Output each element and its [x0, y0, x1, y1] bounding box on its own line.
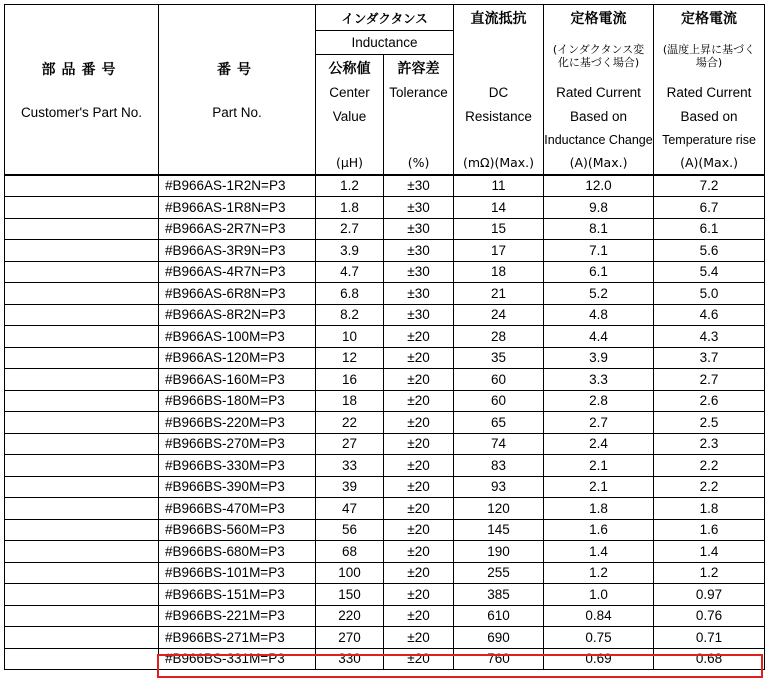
tolerance-cell: ±20 [384, 541, 454, 563]
center-value-cell: 68 [316, 541, 384, 563]
rated-current-temperature-cell: 2.7 [654, 369, 765, 391]
center-value-cell: 18 [316, 390, 384, 412]
customer-part-cell [5, 390, 159, 412]
center-value-cell: 1.8 [316, 197, 384, 219]
customer-part-cell [5, 433, 159, 455]
header-center-jp: 公称値 [328, 60, 371, 77]
header-rt-en1: Rated Current [666, 84, 752, 100]
part-no-cell: #B966BS-680M=P3 [159, 541, 316, 563]
rated-current-temperature-cell: 1.6 [654, 519, 765, 541]
header-inductance-en: Inductance [351, 34, 418, 50]
part-no-cell: #B966BS-151M=P3 [159, 584, 316, 606]
center-value-cell: 10 [316, 326, 384, 348]
tolerance-cell: ±20 [384, 455, 454, 477]
dc-resistance-cell: 385 [454, 584, 544, 606]
customer-part-cell [5, 627, 159, 649]
tolerance-cell: ±20 [384, 412, 454, 434]
table-row [5, 369, 765, 391]
header-inductance-jp-cell [316, 5, 454, 31]
header-tolerance-en: Tolerance [389, 84, 448, 100]
table-row [5, 605, 765, 627]
table-row [5, 627, 765, 649]
table-body [5, 175, 765, 670]
dc-resistance-cell: 24 [454, 304, 544, 326]
part-no-cell: #B966BS-270M=P3 [159, 433, 316, 455]
header-rt-en3: Temperature rise [662, 133, 756, 147]
dc-resistance-cell: 120 [454, 498, 544, 520]
customer-part-cell [5, 347, 159, 369]
dc-resistance-cell: 145 [454, 519, 544, 541]
part-no-cell: #B966BS-390M=P3 [159, 476, 316, 498]
tolerance-cell: ±20 [384, 562, 454, 584]
center-value-cell: 12 [316, 347, 384, 369]
rated-current-temperature-cell: 2.6 [654, 390, 765, 412]
rated-current-inductance-cell: 3.3 [544, 369, 654, 391]
customer-part-cell [5, 648, 159, 670]
center-value-cell: 150 [316, 584, 384, 606]
rated-current-temperature-cell: 5.4 [654, 261, 765, 283]
header-tolerance-spacer [384, 105, 454, 129]
center-value-cell: 330 [316, 648, 384, 670]
header-rt-unit-cell [654, 153, 765, 175]
tolerance-cell: ±30 [384, 261, 454, 283]
header-tolerance-spacer-2 [384, 129, 454, 153]
tolerance-cell: ±20 [384, 648, 454, 670]
header-center-jp-cell [316, 55, 384, 81]
part-no-cell: #B966AS-4R7N=P3 [159, 261, 316, 283]
rated-current-temperature-cell: 4.3 [654, 326, 765, 348]
table-row [5, 541, 765, 563]
center-value-cell: 16 [316, 369, 384, 391]
part-no-cell: #B966AS-120M=P3 [159, 347, 316, 369]
dc-resistance-cell: 610 [454, 605, 544, 627]
part-no-cell: #B966BS-470M=P3 [159, 498, 316, 520]
table-row [5, 283, 765, 305]
part-no-cell: #B966BS-221M=P3 [159, 605, 316, 627]
header-ri-en3-cell [544, 129, 654, 153]
header-rt-note-cell [654, 31, 765, 81]
customer-part-cell [5, 562, 159, 584]
rated-current-inductance-cell: 9.8 [544, 197, 654, 219]
header-ri-unit-cell [544, 153, 654, 175]
tolerance-cell: ±20 [384, 347, 454, 369]
part-no-cell: #B966BS-101M=P3 [159, 562, 316, 584]
rated-current-inductance-cell: 2.8 [544, 390, 654, 412]
table-row [5, 498, 765, 520]
rated-current-inductance-cell: 1.8 [544, 498, 654, 520]
part-no-cell: #B966AS-1R2N=P3 [159, 175, 316, 197]
tolerance-cell: ±20 [384, 433, 454, 455]
header-customer-part-no [5, 5, 159, 175]
center-value-cell: 8.2 [316, 304, 384, 326]
part-no-cell: #B966AS-100M=P3 [159, 326, 316, 348]
header-ri-en2: Based on [569, 108, 628, 124]
header-dc-unit: (mΩ)(Max.) [462, 155, 535, 170]
rated-current-temperature-cell: 6.1 [654, 218, 765, 240]
customer-part-cell [5, 283, 159, 305]
rated-current-inductance-cell: 1.6 [544, 519, 654, 541]
rated-current-temperature-cell: 2.3 [654, 433, 765, 455]
header-ri-en1: Rated Current [556, 84, 641, 100]
center-value-cell: 56 [316, 519, 384, 541]
rated-current-inductance-cell: 1.4 [544, 541, 654, 563]
dc-resistance-cell: 60 [454, 369, 544, 391]
header-rt-unit: (A)(Max.) [680, 155, 738, 170]
header-ri-jp: 定格電流 [570, 10, 627, 27]
rated-current-inductance-cell: 2.4 [544, 433, 654, 455]
table-row [5, 412, 765, 434]
header-rt-note: (温度上昇に基づく場合) [662, 42, 756, 69]
center-value-cell: 6.8 [316, 283, 384, 305]
table-row [5, 304, 765, 326]
customer-part-cell [5, 476, 159, 498]
customer-part-cell [5, 584, 159, 606]
rated-current-temperature-cell: 2.2 [654, 455, 765, 477]
rated-current-inductance-cell: 8.1 [544, 218, 654, 240]
center-value-cell: 270 [316, 627, 384, 649]
table-row [5, 648, 765, 670]
dc-resistance-cell: 74 [454, 433, 544, 455]
part-no-cell: #B966BS-220M=P3 [159, 412, 316, 434]
header-dc-jp: 直流抵抗 [470, 10, 527, 27]
rated-current-temperature-cell: 7.2 [654, 175, 765, 197]
rated-current-inductance-cell: 12.0 [544, 175, 654, 197]
header-dc-en2: Resistance [465, 108, 532, 124]
customer-part-cell [5, 412, 159, 434]
rated-current-temperature-cell: 0.97 [654, 584, 765, 606]
spec-table [4, 4, 765, 670]
rated-current-temperature-cell: 5.6 [654, 240, 765, 262]
header-ri-jp-cell [544, 5, 654, 31]
header-center-unit: (μH) [335, 155, 364, 170]
table-row [5, 240, 765, 262]
header-ri-en2-cell [544, 105, 654, 129]
dc-resistance-cell: 190 [454, 541, 544, 563]
tolerance-cell: ±20 [384, 476, 454, 498]
rated-current-temperature-cell: 0.68 [654, 648, 765, 670]
table-row [5, 562, 765, 584]
part-no-cell: #B966AS-2R7N=P3 [159, 218, 316, 240]
header-dc-en1: DC [488, 84, 509, 100]
header-rt-jp: 定格電流 [681, 10, 738, 27]
center-value-cell: 3.9 [316, 240, 384, 262]
tolerance-cell: ±30 [384, 218, 454, 240]
rated-current-inductance-cell: 4.8 [544, 304, 654, 326]
customer-part-cell [5, 197, 159, 219]
part-no-cell: #B966BS-331M=P3 [159, 648, 316, 670]
table-row [5, 261, 765, 283]
customer-part-cell [5, 240, 159, 262]
dc-resistance-cell: 83 [454, 455, 544, 477]
header-inductance-jp: インダクタンス [341, 10, 428, 26]
dc-resistance-cell: 18 [454, 261, 544, 283]
customer-part-cell [5, 218, 159, 240]
rated-current-inductance-cell: 2.1 [544, 455, 654, 477]
table-row [5, 218, 765, 240]
header-rt-en2-cell [654, 105, 765, 129]
rated-current-inductance-cell: 4.4 [544, 326, 654, 348]
rated-current-temperature-cell: 1.8 [654, 498, 765, 520]
dc-resistance-cell: 65 [454, 412, 544, 434]
table-row [5, 347, 765, 369]
dc-resistance-cell: 760 [454, 648, 544, 670]
header-rt-en2: Based on [680, 108, 738, 124]
part-no-cell: #B966BS-271M=P3 [159, 627, 316, 649]
part-no-cell: #B966BS-560M=P3 [159, 519, 316, 541]
dc-resistance-cell: 21 [454, 283, 544, 305]
center-value-cell: 1.2 [316, 175, 384, 197]
customer-part-cell [5, 175, 159, 197]
tolerance-cell: ±20 [384, 326, 454, 348]
customer-part-cell [5, 455, 159, 477]
header-dc-jp-cell [454, 5, 544, 31]
tolerance-cell: ±20 [384, 627, 454, 649]
header-ri-unit: (A)(Max.) [569, 155, 628, 170]
header-ri-note: (インダクタンス変化に基づく場合) [552, 42, 645, 69]
rated-current-inductance-cell: 7.1 [544, 240, 654, 262]
dc-resistance-cell: 11 [454, 175, 544, 197]
dc-resistance-cell: 255 [454, 562, 544, 584]
rated-current-inductance-cell: 6.1 [544, 261, 654, 283]
table-row [5, 175, 765, 197]
customer-part-cell [5, 261, 159, 283]
dc-resistance-cell: 17 [454, 240, 544, 262]
rated-current-temperature-cell: 5.0 [654, 283, 765, 305]
part-no-cell: #B966AS-3R9N=P3 [159, 240, 316, 262]
header-dc-en1-cell [454, 81, 544, 105]
header-ri-en1-cell [544, 81, 654, 105]
tolerance-cell: ±20 [384, 390, 454, 412]
tolerance-cell: ±30 [384, 175, 454, 197]
header-tolerance-en-cell [384, 81, 454, 105]
rated-current-temperature-cell: 1.2 [654, 562, 765, 584]
header-center-unit-cell [316, 153, 384, 175]
header-center-en1-cell [316, 81, 384, 105]
rated-current-temperature-cell: 4.6 [654, 304, 765, 326]
header-dc-spacer-2 [454, 129, 544, 153]
center-value-cell: 33 [316, 455, 384, 477]
header-customer-en: Customer's Part No. [20, 104, 143, 120]
dc-resistance-cell: 14 [454, 197, 544, 219]
center-value-cell: 220 [316, 605, 384, 627]
customer-part-cell [5, 541, 159, 563]
dc-resistance-cell: 690 [454, 627, 544, 649]
part-no-cell: #B966BS-330M=P3 [159, 455, 316, 477]
rated-current-temperature-cell: 0.71 [654, 627, 765, 649]
tolerance-cell: ±30 [384, 240, 454, 262]
header-tolerance-jp: 許容差 [397, 60, 440, 77]
header-part-no [159, 5, 316, 175]
rated-current-temperature-cell: 1.4 [654, 541, 765, 563]
customer-part-cell [5, 519, 159, 541]
center-value-cell: 39 [316, 476, 384, 498]
part-no-cell: #B966AS-8R2N=P3 [159, 304, 316, 326]
table-row [5, 584, 765, 606]
part-no-cell: #B966BS-180M=P3 [159, 390, 316, 412]
center-value-cell: 4.7 [316, 261, 384, 283]
table-header [5, 5, 765, 175]
header-tolerance-jp-cell [384, 55, 454, 81]
center-value-cell: 2.7 [316, 218, 384, 240]
header-part-jp: 番号 [217, 61, 257, 78]
rated-current-inductance-cell: 3.9 [544, 347, 654, 369]
tolerance-cell: ±20 [384, 498, 454, 520]
customer-part-cell [5, 498, 159, 520]
rated-current-temperature-cell: 2.2 [654, 476, 765, 498]
header-rt-jp-cell [654, 5, 765, 31]
table-row [5, 476, 765, 498]
table-row [5, 519, 765, 541]
header-customer-jp: 部品番号 [41, 61, 122, 78]
tolerance-cell: ±20 [384, 369, 454, 391]
customer-part-cell [5, 304, 159, 326]
center-value-cell: 47 [316, 498, 384, 520]
rated-current-temperature-cell: 2.5 [654, 412, 765, 434]
tolerance-cell: ±20 [384, 584, 454, 606]
header-rt-en1-cell [654, 81, 765, 105]
header-tolerance-unit-cell [384, 153, 454, 175]
rated-current-temperature-cell: 0.76 [654, 605, 765, 627]
header-center-en2-cell [316, 105, 384, 129]
rated-current-inductance-cell: 1.0 [544, 584, 654, 606]
tolerance-cell: ±30 [384, 197, 454, 219]
customer-part-cell [5, 326, 159, 348]
part-no-cell: #B966AS-160M=P3 [159, 369, 316, 391]
customer-part-cell [5, 605, 159, 627]
part-no-cell: #B966AS-1R8N=P3 [159, 197, 316, 219]
header-center-en1: Center [329, 84, 370, 100]
center-value-cell: 22 [316, 412, 384, 434]
header-inductance-en-cell [316, 31, 454, 55]
dc-resistance-cell: 60 [454, 390, 544, 412]
table-row [5, 455, 765, 477]
rated-current-inductance-cell: 0.84 [544, 605, 654, 627]
tolerance-cell: ±20 [384, 519, 454, 541]
rated-current-inductance-cell: 2.7 [544, 412, 654, 434]
header-part-en: Part No. [212, 104, 262, 120]
customer-part-cell [5, 369, 159, 391]
rated-current-inductance-cell: 5.2 [544, 283, 654, 305]
center-value-cell: 27 [316, 433, 384, 455]
header-dc-en2-cell [454, 105, 544, 129]
rated-current-inductance-cell: 0.69 [544, 648, 654, 670]
header-tolerance-unit: (%) [407, 155, 430, 170]
dc-resistance-cell: 15 [454, 218, 544, 240]
header-dc-spacer [454, 31, 544, 81]
center-value-cell: 100 [316, 562, 384, 584]
table-row [5, 390, 765, 412]
tolerance-cell: ±30 [384, 304, 454, 326]
header-center-spacer [316, 129, 384, 153]
part-no-cell: #B966AS-6R8N=P3 [159, 283, 316, 305]
header-ri-en3: Inductance Change [544, 133, 653, 147]
dc-resistance-cell: 28 [454, 326, 544, 348]
table-row [5, 326, 765, 348]
rated-current-inductance-cell: 2.1 [544, 476, 654, 498]
dc-resistance-cell: 93 [454, 476, 544, 498]
header-dc-unit-cell [454, 153, 544, 175]
rated-current-inductance-cell: 1.2 [544, 562, 654, 584]
header-center-en2: Value [332, 108, 367, 124]
dc-resistance-cell: 35 [454, 347, 544, 369]
rated-current-inductance-cell: 0.75 [544, 627, 654, 649]
tolerance-cell: ±30 [384, 283, 454, 305]
rated-current-temperature-cell: 3.7 [654, 347, 765, 369]
rated-current-temperature-cell: 6.7 [654, 197, 765, 219]
header-ri-note-cell [544, 31, 654, 81]
table-row [5, 433, 765, 455]
table-row [5, 197, 765, 219]
tolerance-cell: ±20 [384, 605, 454, 627]
header-rt-en3-cell [654, 129, 765, 153]
